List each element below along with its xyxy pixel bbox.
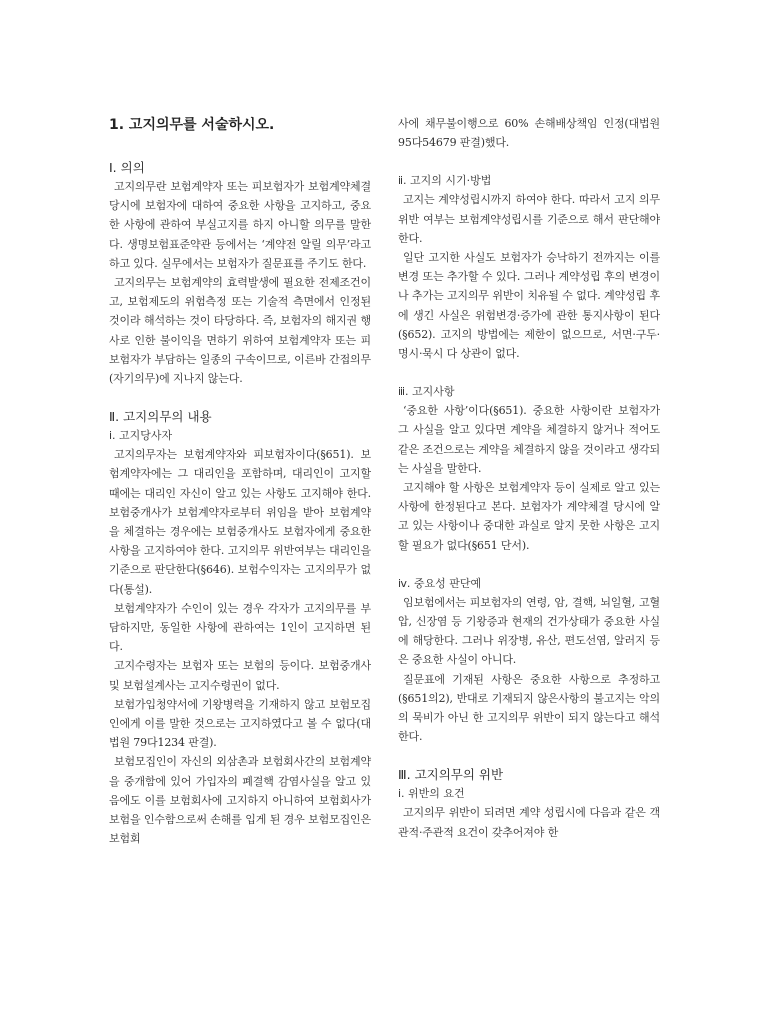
left-column [109, 114, 371, 849]
paragraph: 보험계약자가 수인이 있는 경우 각자가 고지의무를 부담하지만, 동일한 사항에 관하여는 1인이 고지하면 된다. [109, 601, 371, 654]
paragraph: 보험모집인이 자신의 외삼촌과 보험회사간의 보험계약을 중개함에 있어 가입자의 폐결핵 감염사실을 알고 있음에도 이를 보험회사에 고지하지 아니하여 보험회사가 보험을 인수함으로써 손해를 입게 된 경우 보험모집인은 보험회 [109, 755, 371, 846]
subsection-heading-requirements: ⅰ. 위반의 요건 [398, 787, 465, 801]
section-heading-meaning: Ⅰ. 의의 [109, 160, 145, 175]
subsection-heading-parties: ⅰ. 고지당사자 [109, 429, 173, 443]
paragraph: 고지의무는 보험계약의 효력발생에 필요한 전제조건이고, 보험제도의 위험측정 또는 기술적 측면에서 인정된 것이라 해석하는 것이 타당하다. 즉, 보험자의 해지권 행사로 인한 불이익을 면하기 위하여 보험계약자 또는 피보험자가 부담하는 일종의 구속이므로, 이른바 간접의무(자기의무)에 지나지 않는다. [109, 276, 371, 386]
paragraph: 고지의무 위반이 되려면 계약 성립시에 다음과 같은 객관적·주관적 요건이 갖추어져야 한 [398, 806, 660, 839]
paragraph: ‘중요한 사항’이다(§651). 중요한 사항이란 보험자가 그 사실을 알고 있다면 계약을 체결하지 않거나 적어도 같은 조건으로는 계약을 체결하지 않을 것이라고 생각되는 사실을 말한다. [398, 404, 660, 475]
section-heading-content: Ⅱ. 고지의무의 내용 [109, 409, 212, 425]
paragraph: 보험가입청약서에 기왕병력을 기재하지 않고 보험모집인에게 이를 말한 것으로는 고지하였다고 볼 수 없다(대법원 79다1234 판결). [109, 697, 371, 750]
paragraph: 고지의무란 보험계약자 또는 피보험자가 보험계약체결 당시에 보험자에 대하여 중요한 사항을 고지하고, 중요한 사항에 관하여 부실고지를 하지 아니할 의무를 말한다. 생명보험표준약관 등에서는 ‘계약전 알릴 의무’라고 하고 있다. 실무에서는 보험자가 질문표를 주기도 한다. [109, 180, 371, 270]
paragraph-continued: 사에 채무불이행으로 60% 손해배상책임 인정(대법원 95다54679 판결)했다. [398, 117, 660, 150]
paragraph: 일단 고지한 사실도 보험자가 승낙하기 전까지는 이를 변경 또는 추가할 수 있다. 그러나 계약성립 후의 변경이나 추가는 고지의무 위반이 치유될 수 없다. 계약성립 후에 생긴 사실은 위험변경·증가에 관한 통지사항이 된다(§652). 고지의 방법에는 제한이 없으므로, 서면·구두·명시·묵시 다 상관이 없다. [398, 251, 660, 361]
paragraph: 고지는 계약성립시까지 하여야 한다. 따라서 고지 의무 위반 여부는 보험계약성립시를 기준으로 해서 판단해야 한다. [398, 193, 660, 245]
paragraph: 고지수령자는 보험자 또는 보험의 등이다. 보험중개사 및 보험설계사는 고지수령권이 없다. [109, 659, 371, 692]
paragraph: 고지의무자는 보험계약자와 피보험자이다(§651). 보험계약자에는 그 대리인을 포함하며, 대리인이 고지할 때에는 대리인 자신이 알고 있는 사항도 고지해야 한다. 보험중개사가 보험계약자로부터 위임을 받아 보험계약을 체결하는 경우에는 보험중개사도 보험자에게 중요한 사항을 고지하여야 한다. 고지의무 위반여부는 대리인을 기준으로 판단한다(§646). 보험수익자는 고지의무가 없다(통설). [109, 448, 371, 596]
paragraph: 임보험에서는 피보험자의 연령, 암, 결핵, 뇌일혈, 고혈압, 신장염 등 기왕증과 현재의 건가상태가 중요한 사실에 해당한다. 그러나 위장병, 유산, 편도선염, 알러지 등은 중요한 사실이 아니다. [398, 595, 660, 667]
paragraph: 질문표에 기재된 사항은 중요한 사항으로 추정하고(§651의2), 반대로 기재되지 않은사항의 불고지는 악의의 묵비가 아닌 한 고지의무 위반이 되지 않는다고 해석한다. [398, 672, 660, 744]
subsection-heading-timing: ⅱ. 고지의 시기·방법 [398, 174, 492, 188]
right-column [398, 114, 660, 842]
subsection-heading-matters: ⅲ. 고지사항 [398, 385, 455, 399]
section-heading-violation: Ⅲ. 고지의무의 위반 [398, 767, 504, 783]
question-title: 1. 고지의무를 서술하시오. [109, 117, 275, 133]
paragraph: 고지해야 할 사항은 보험계약자 등이 실제로 알고 있는 사항에 한정된다고 본다. 보험자가 계약체결 당시에 알고 있는 사항이나 중대한 과실로 알지 못한 사항은 고지할 필요가 없다(§651 단서). [398, 481, 660, 552]
subsection-heading-materiality: ⅳ. 중요성 판단예 [398, 576, 482, 590]
